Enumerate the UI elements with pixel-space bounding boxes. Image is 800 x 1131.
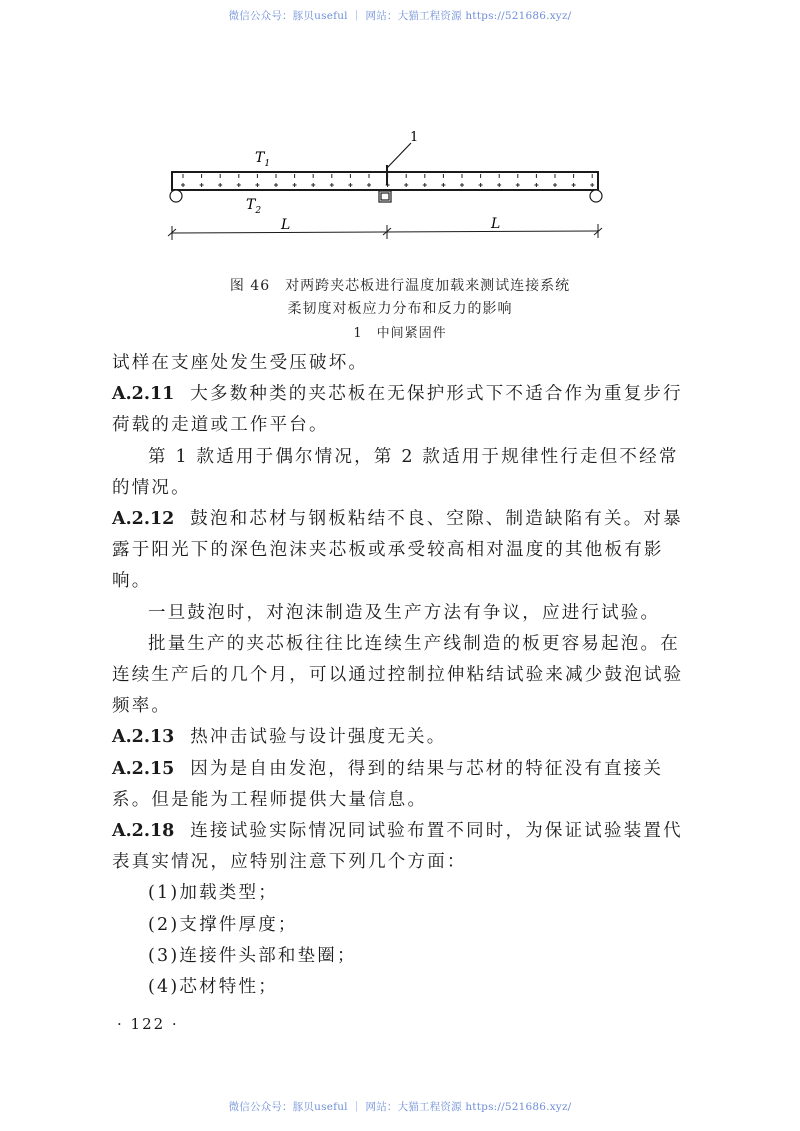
paragraph: 一旦鼓泡时，对泡沫制造及生产方法有争议，应进行试验。 <box>148 602 661 623</box>
body-text <box>112 348 688 1003</box>
fastener-leader <box>387 143 411 185</box>
watermark-top: 微信公众号：豚贝useful ｜ 网站：大猫工程资源 https://521686.xyz/ <box>228 10 572 22</box>
section-a-2-15: A.2.15 因为是自由发泡，得到的结果与芯材的特征没有直接关系。但是能为工程师提供大量信息。 <box>112 758 664 810</box>
page-number: · 122 · <box>117 1015 179 1033</box>
span-right-label: L <box>491 216 501 232</box>
span-left-label: L <box>281 217 291 233</box>
section-number: A.2.11 <box>112 384 175 405</box>
section-a-2-13: A.2.13 热冲击试验与设计强度无关。 <box>112 727 447 748</box>
list-item: (1)加载类型； <box>148 883 278 904</box>
left-roller-support-icon <box>170 190 182 202</box>
figure-caption-title: 图 46 对两跨夹芯板进行温度加载来测试连接系统 <box>229 278 571 294</box>
list-item: (3)连接件头部和垫圈； <box>148 945 357 966</box>
paragraph: 试样在支座处发生受压破坏。 <box>112 353 369 373</box>
two-span-panel-diagram <box>155 125 625 245</box>
section-a-2-12: A.2.12 鼓泡和芯材与钢板粘结不良、空隙、制造缺陷有关。对暴露于阳光下的深色泡沫夹芯板或承受较高相对温度的其他板有影响。 <box>112 509 683 592</box>
section-number: A.2.13 <box>112 727 175 748</box>
figure-caption-legend: 1 中间紧固件 <box>353 326 447 341</box>
paragraph: 第 1 款适用于偶尔情况，第 2 款适用于规律性行走但不经常的情况。 <box>112 446 679 498</box>
list-item: (2)支撑件厚度； <box>148 914 298 935</box>
dimension-line <box>168 224 602 240</box>
section-number: A.2.12 <box>112 509 175 530</box>
svg-text:T2: $T_2$ <box>246 197 262 216</box>
list-item: (4)芯材特性； <box>148 977 278 998</box>
section-number: A.2.15 <box>112 758 175 779</box>
fastener-label: 1 <box>410 130 419 145</box>
svg-text:T1: $T_1$ <box>255 150 271 169</box>
paragraph: 批量生产的夹芯板往往比连续生产线制造的板更容易起泡。在连续生产后的几个月，可以通过控制拉伸粘结试验来减少鼓泡试验频率。 <box>112 633 684 717</box>
t2-label: T <box>246 197 256 213</box>
figure-caption-subtitle: 柔韧度对板应力分布和反力的影响 <box>287 301 513 317</box>
section-a-2-18: A.2.18 连接试验实际情况同试验布置不同时，为保证试验装置代表真实情况，应特别注意下列几个方面： <box>112 821 683 873</box>
middle-support-icon <box>379 191 391 202</box>
section-a-2-11: A.2.11 大多数种类的夹芯板在无保护形式下不适合作为重复步行荷载的走道或工作平台。 <box>112 384 683 436</box>
right-roller-support-icon <box>590 190 602 202</box>
t1-label: T <box>255 150 265 166</box>
section-number: A.2.18 <box>112 821 175 842</box>
sandwich-panel <box>172 172 598 190</box>
watermark-bottom: 微信公众号：豚贝useful ｜ 网站：大猫工程资源 https://521686.xyz/ <box>228 1101 572 1113</box>
